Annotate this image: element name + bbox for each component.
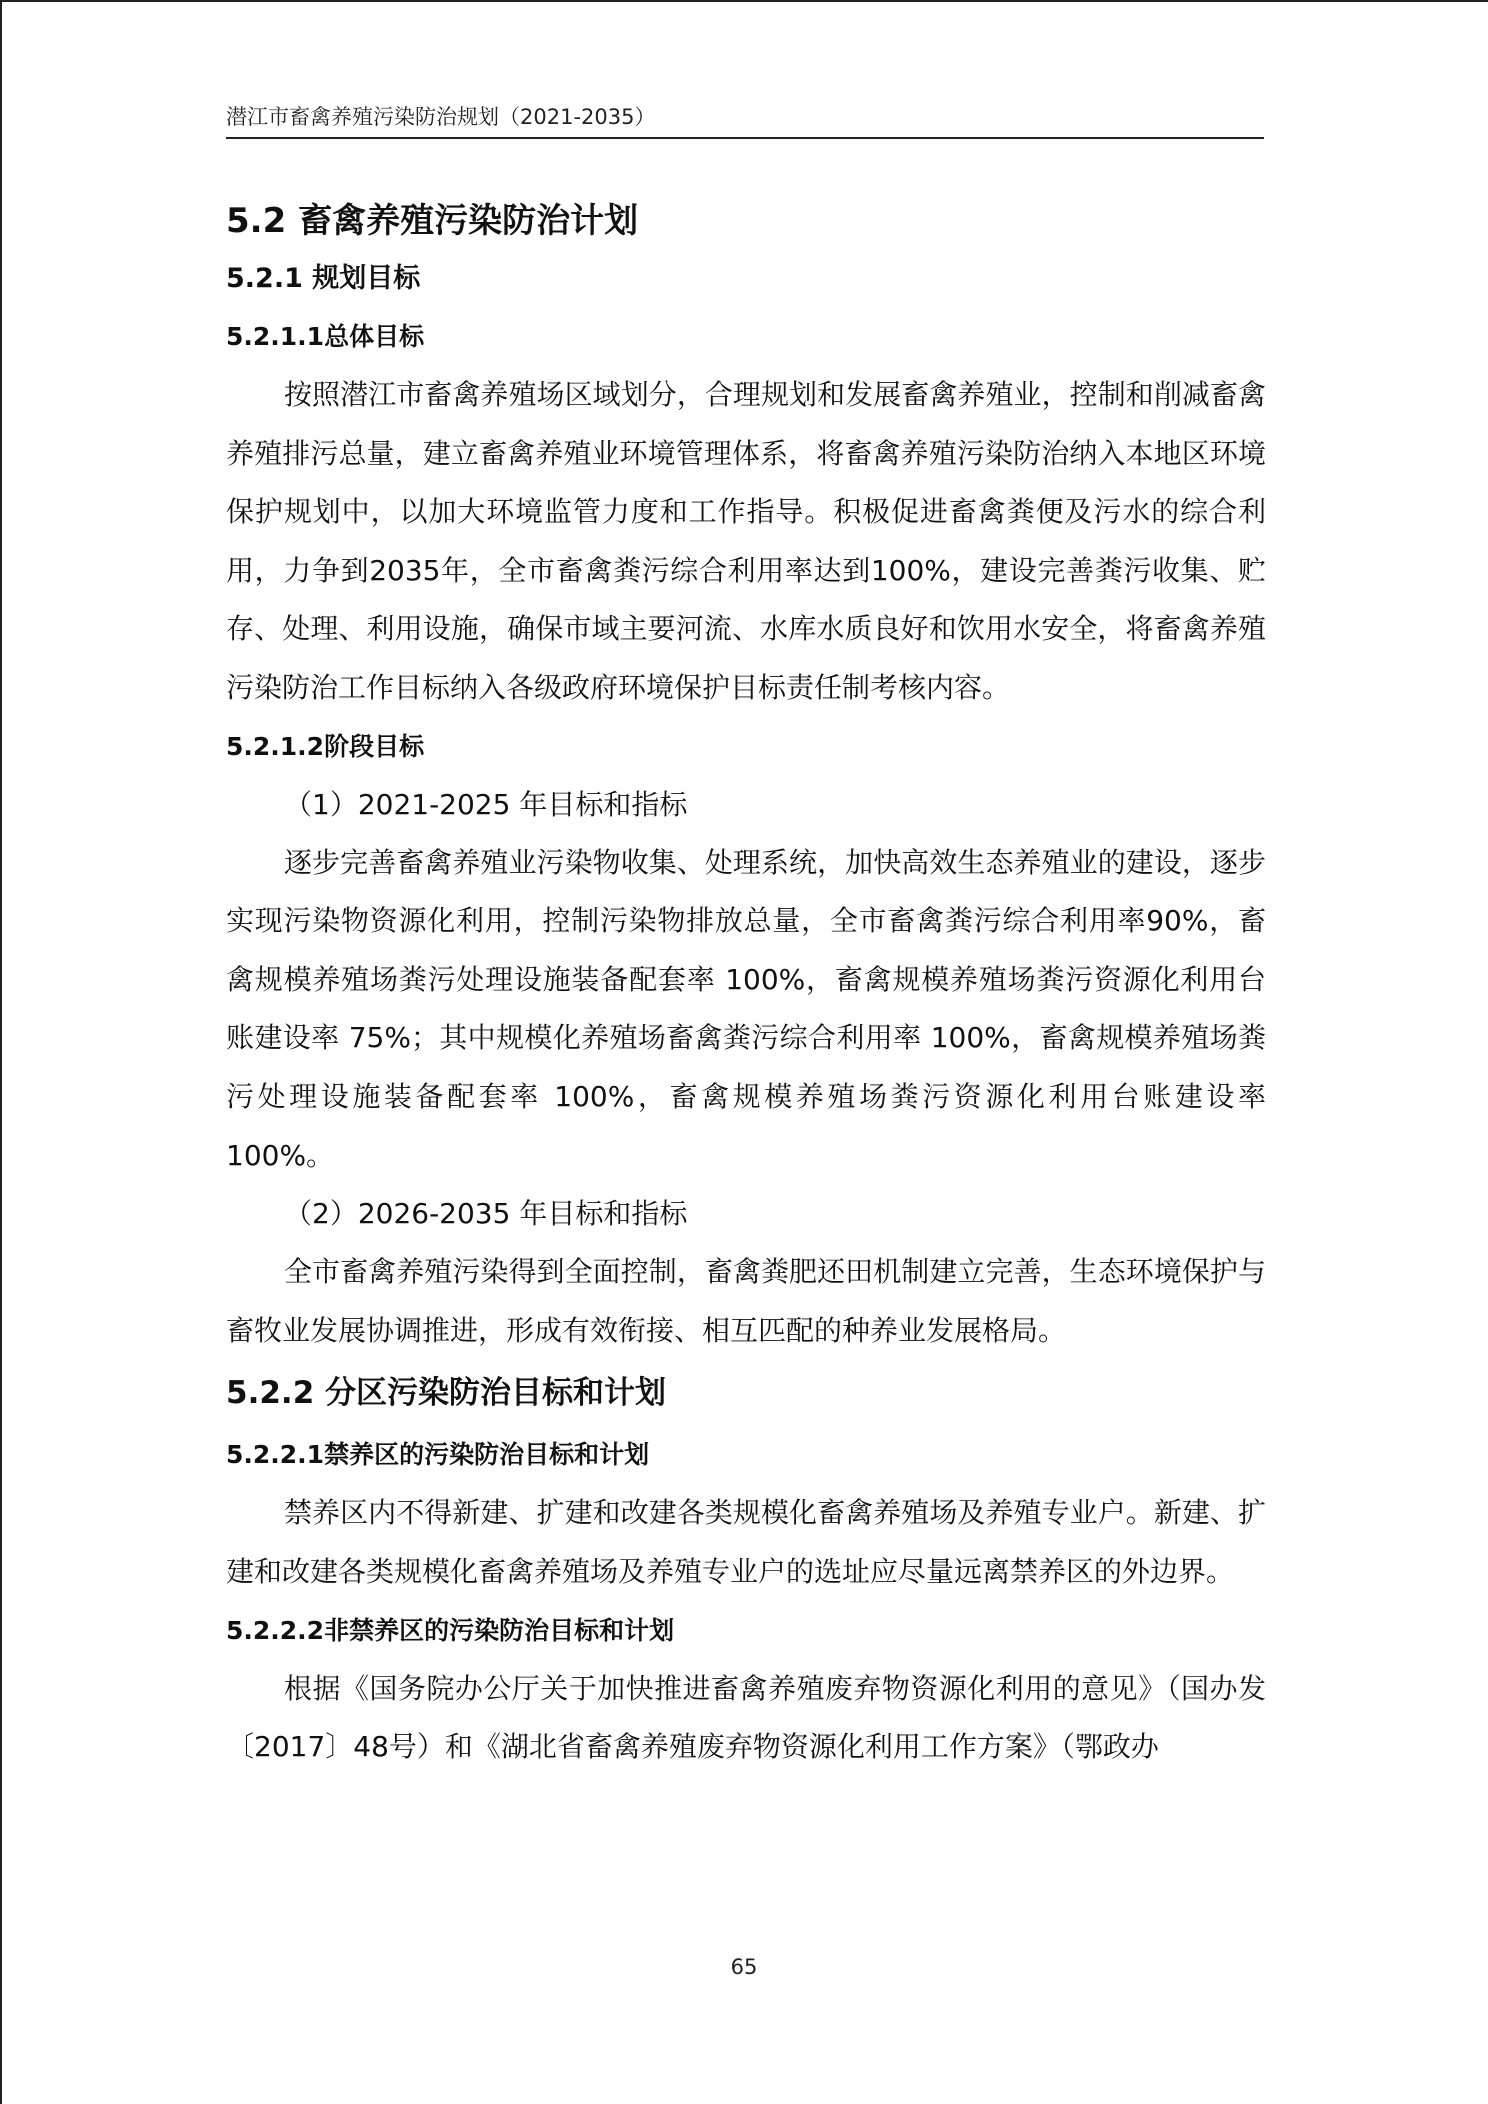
- section-5-2-1-heading: 5.2.1 规划目标: [226, 263, 421, 294]
- section-5-2-1-1-heading: 5.2.1.1总体目标: [226, 322, 425, 351]
- page-header: [226, 103, 1264, 139]
- overall-goal-paragraph: 按照潜江市畜禽养殖场区域划分，合理规划和发展畜禽养殖业，控制和削减畜禽养殖排污总量，建立畜禽养殖业环境管理体系，将畜禽养殖污染防治纳入本地区环境保护规划中，以加大环境监管力度和工作指导。积极促进畜禽粪便及污水的综合利用，力争到2035年，全市畜禽粪污综合利用率达到100%，建设完善粪污收集、贮存、处理、利用设施，确保市域主要河流、水库水质良好和饮用水安全，将畜禽养殖污染防治工作目标纳入各级政府环境保护目标责任制考核内容。: [226, 378, 1266, 704]
- stage1-paragraph: 逐步完善畜禽养殖业污染物收集、处理系统，加快高效生态养殖业的建设，逐步实现污染物资源化利用，控制污染物排放总量，全市畜禽粪污综合利用率90%，畜禽规模养殖场粪污处理设施装备配套率 100%，畜禽规模养殖场粪污资源化利用台账建设率 75%；其中规模化养殖场畜禽粪污综合利用率 100%，畜禽规模养殖场粪污处理设施装备配套率 100%，畜禽规模养殖场粪污资源化利用台账建设率 100%。: [226, 845, 1266, 1172]
- section-5-2-heading: 5.2 畜禽养殖污染防治计划: [226, 201, 639, 241]
- section-5-2-2-1-heading: 5.2.2.1禁养区的污染防治目标和计划: [226, 1440, 650, 1470]
- non-prohibited-zone-paragraph: 根据《国务院办公厅关于加快推进畜禽养殖废弃物资源化利用的意见》（国办发〔2017〕48号）和《湖北省畜禽养殖废弃物资源化利用工作方案》（鄂政办: [226, 1671, 1266, 1764]
- section-5-2-1-2-heading: 5.2.1.2阶段目标: [226, 731, 425, 761]
- page-border-top: [0, 0, 1488, 2]
- stage1-subheading: （1）2021-2025 年目标和指标: [284, 787, 688, 821]
- document-body: [226, 192, 1266, 1777]
- section-5-2-2-2-heading: 5.2.2.2非禁养区的污染防治目标和计划: [226, 1615, 675, 1645]
- page-border-left: [0, 0, 2, 2104]
- stage2-paragraph: 全市畜禽养殖污染得到全面控制，畜禽粪肥还田机制建立完善，生态环境保护与畜牧业发展协调推进，形成有效衔接、相互匹配的种养业发展格局。: [226, 1255, 1266, 1347]
- prohibited-zone-paragraph: 禁养区内不得新建、扩建和改建各类规模化畜禽养殖场及养殖专业户。新建、扩建和改建各类规模化畜禽养殖场及养殖专业户的选址应尽量远离禁养区的外边界。: [226, 1496, 1266, 1588]
- section-5-2-2-heading: 5.2.2 分区污染防治目标和计划: [226, 1375, 667, 1412]
- header-title: 潜江市畜禽养殖污染防治规划（2021-2035）: [226, 105, 656, 129]
- stage2-subheading: （2）2026-2035 年目标和指标: [284, 1197, 688, 1231]
- page-number: 65: [730, 1955, 758, 1979]
